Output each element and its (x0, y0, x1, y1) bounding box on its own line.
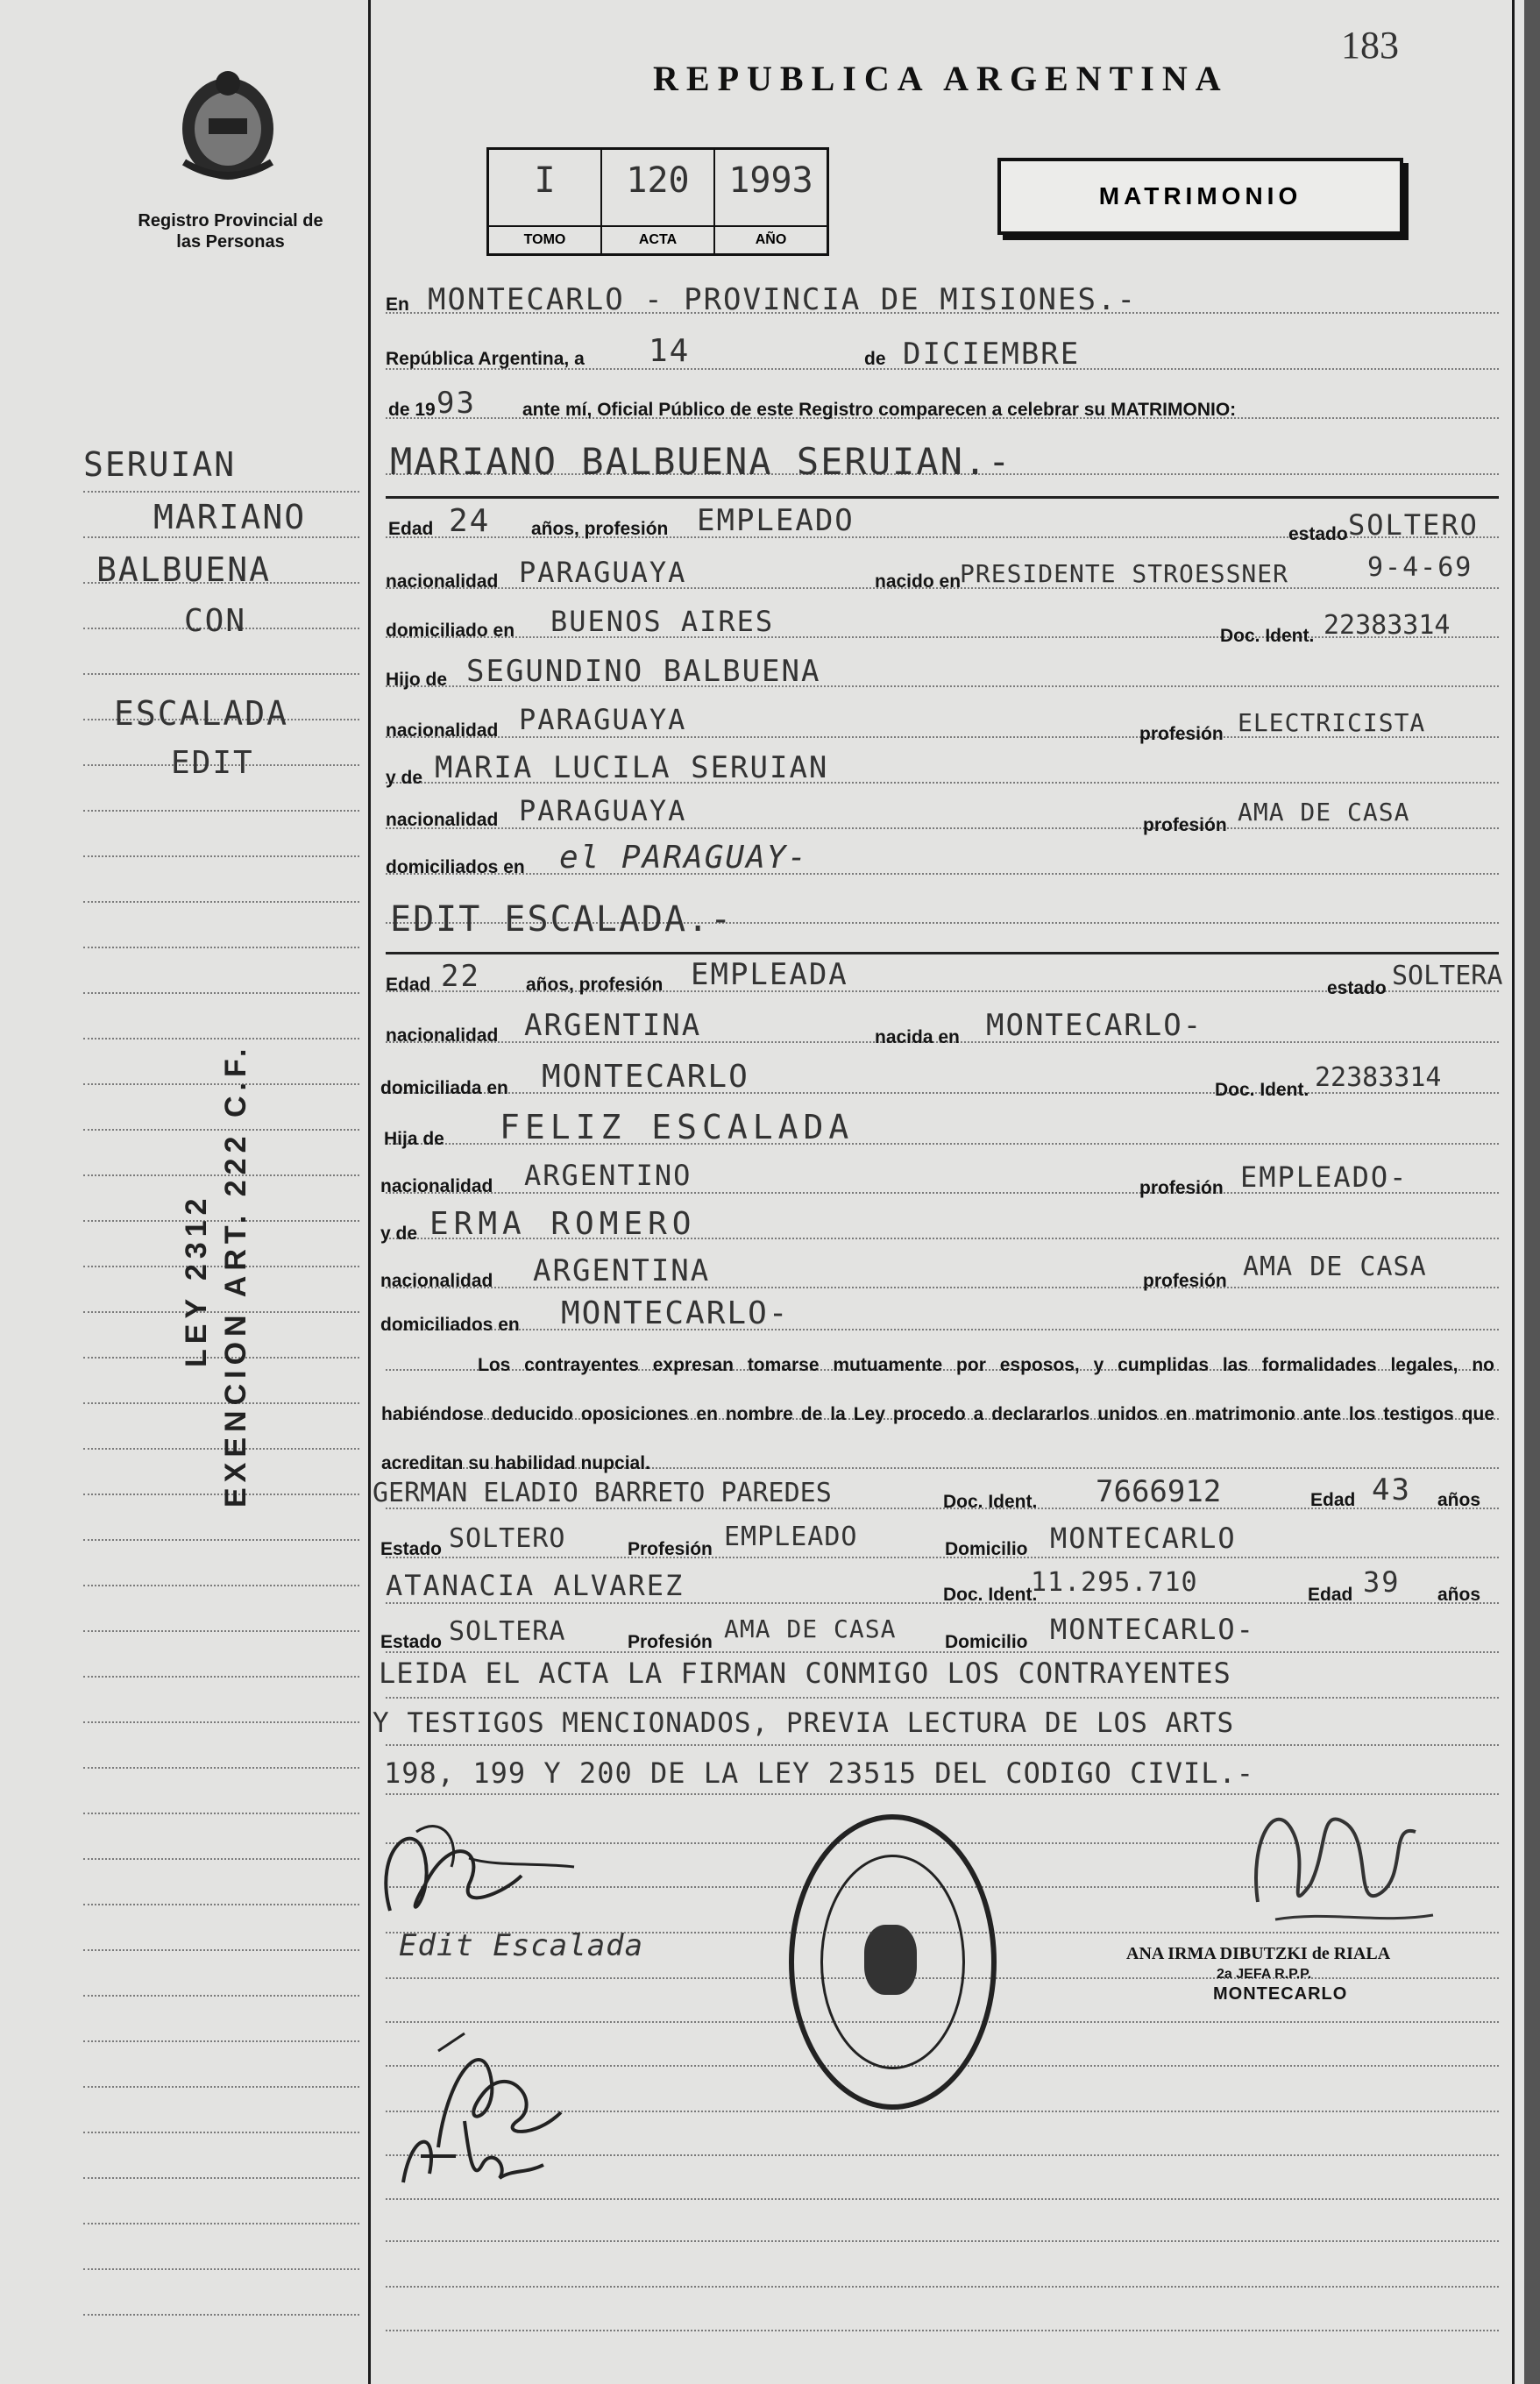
profesion-label: profesión (1139, 1178, 1224, 1198)
month-value: DICIEMBRE (903, 337, 1081, 372)
ruled-line (386, 2286, 1499, 2288)
declaration-text: Los contrayentes expresan tomarse mutuamente por esposos, y cumplidas las formalidades legales, no habiéndose deducido oposiciones en nombre de la Ley procedo a declararlos unidos en matrimonio ante los testigos que acreditan su habilidad nupcial. (381, 1355, 1494, 1473)
witness-domicile: MONTECARLO- (1050, 1613, 1255, 1646)
left-margin-line (368, 0, 371, 2384)
profesion-label: profesión (1143, 1271, 1227, 1291)
closing-line: 198, 199 Y 200 DE LA LEY 23515 DEL CODIGO CIVIL.- (384, 1756, 1255, 1790)
bride-age: 22 (441, 959, 480, 994)
margin-note: SERUIAN (83, 445, 237, 484)
margin-ruled-line (83, 1585, 359, 1586)
groom-profession: EMPLEADO (697, 503, 855, 538)
official-name: ANA IRMA DIBUTZKI de RIALA (1126, 1944, 1391, 1963)
witness-profession: AMA DE CASA (724, 1614, 897, 1643)
act-type-box: MATRIMONIO (997, 158, 1403, 235)
witness-age: 39 (1363, 1565, 1401, 1599)
day-value: 14 (649, 333, 691, 369)
anos-label: años (1437, 1585, 1481, 1605)
seal-emblem-icon (864, 1925, 917, 1995)
ruled-line (386, 2330, 1499, 2331)
page-number: 183 (1341, 24, 1399, 67)
witness-profession: EMPLEADO (724, 1522, 858, 1552)
place-value: MONTECARLO - PROVINCIA DE MISIONES.- (428, 282, 1137, 317)
exemption-stamp: EXENCION ART. 222 C.F. (219, 1043, 252, 1508)
nacionalidad-label: nacionalidad (386, 571, 499, 592)
estado-label: Estado (380, 1539, 443, 1559)
closing-line: Y TESTIGOS MENCIONADOS, PREVIA LECTURA DE LOS ARTS (373, 1707, 1235, 1739)
margin-ruled-line (83, 992, 359, 994)
groom-mother-profession: AMA DE CASA (1238, 798, 1410, 827)
edad-label: Edad (386, 975, 431, 995)
de-label: de (864, 349, 886, 369)
margin-note: BALBUENA (96, 550, 272, 589)
witness-doc: 7666912 (1096, 1474, 1222, 1509)
margin-note: ESCALADA (114, 694, 289, 733)
bride-father-profession: EMPLEADO- (1240, 1160, 1409, 1194)
witness-age: 43 (1372, 1472, 1411, 1508)
margin-ruled-line (83, 1904, 359, 1905)
tomo-label: TOMO (489, 225, 600, 253)
doc-label: Doc. Ident. (943, 1585, 1038, 1605)
anos-profesion-label: años, profesión (526, 975, 664, 995)
doc-label: Doc. Ident. (1215, 1080, 1309, 1100)
ruled-line (386, 1744, 1499, 1746)
domicilio-label: Domicilio (945, 1539, 1028, 1559)
domiciliados-label: domiciliados en (386, 857, 525, 877)
signature-official (1223, 1779, 1451, 1946)
profesion-label: profesión (1143, 815, 1227, 835)
witness-doc: 11.295.710 (1031, 1567, 1198, 1598)
signature-bride: Edit Escalada (399, 1928, 644, 1963)
registry-seal (789, 1814, 997, 2110)
ruled-line (386, 827, 1499, 829)
groom-mother-nationality: PARAGUAYA (519, 794, 687, 827)
bride-mother-nationality: ARGENTINA (533, 1253, 711, 1288)
law-stamp: LEY 2312 (180, 1193, 213, 1367)
groom-birthplace: PRESIDENTE STROESSNER (960, 559, 1289, 588)
groom-birthdate: 9-4-69 (1367, 552, 1473, 583)
doc-label: Doc. Ident. (1220, 626, 1315, 646)
bride-profession: EMPLEADA (691, 957, 848, 992)
tomo-cell (489, 150, 602, 253)
edad-label: Edad (1308, 1585, 1353, 1605)
ano-label: AÑO (715, 225, 827, 253)
margin-ruled-line (83, 2177, 359, 2179)
bride-mother-profession: AMA DE CASA (1243, 1252, 1427, 1282)
profesion-label: profesión (1139, 724, 1224, 744)
groom-parents-domicile: el PARAGUAY- (559, 840, 809, 876)
bride-status: SOLTERA (1392, 961, 1503, 991)
margin-note: EDIT (171, 745, 254, 781)
margin-ruled-line (83, 2132, 359, 2133)
domicilio-label: Domicilio (945, 1632, 1028, 1652)
groom-father-profession: ELECTRICISTA (1238, 708, 1426, 737)
margin-ruled-line (83, 1813, 359, 1814)
edad-label: Edad (1310, 1490, 1356, 1510)
nacionalidad-label: nacionalidad (386, 1025, 499, 1046)
margin-ruled-line (83, 2314, 359, 2316)
margin-note: CON (184, 603, 247, 639)
hija-label: Hija de (384, 1129, 444, 1149)
margin-note: MARIANO (153, 498, 307, 536)
witness-name: ATANACIA ALVAREZ (386, 1569, 685, 1602)
groom-domicile: BUENOS AIRES (550, 605, 775, 638)
margin-ruled-line (83, 2086, 359, 2088)
ruled-line (386, 1557, 1499, 1558)
registry-name: Registro Provincial de las Personas (138, 211, 323, 252)
official-office: MONTECARLO (1213, 1984, 1348, 2004)
margin-ruled-line (83, 673, 359, 675)
nacionalidad-label: nacionalidad (386, 810, 499, 830)
country-title: REPUBLICA ARGENTINA (653, 59, 1229, 98)
margin-ruled-line (83, 536, 359, 538)
ano-cell (715, 150, 827, 253)
margin-ruled-line (83, 1995, 359, 1997)
margin-ruled-line (83, 1721, 359, 1723)
estado-label: estado (1288, 524, 1348, 544)
ante-label: ante mí, Oficial Público de este Registro comparecen a celebrar su MATRIMONIO: (522, 400, 1237, 420)
bride-mother: ERMA ROMERO (429, 1206, 697, 1242)
groom-doc: 22383314 (1324, 610, 1451, 641)
bride-nationality: ARGENTINA (524, 1008, 702, 1043)
nacionalidad-label: nacionalidad (380, 1271, 493, 1291)
ruled-line (386, 873, 1499, 875)
anos-label: años (1437, 1490, 1481, 1510)
doc-label: Doc. Ident. (943, 1492, 1038, 1512)
bride-domicile: MONTECARLO (542, 1059, 749, 1095)
bride-parents-domicile: MONTECARLO- (561, 1295, 790, 1331)
bride-father: FELIZ ESCALADA (500, 1108, 855, 1146)
bride-doc: 22383314 (1315, 1062, 1442, 1093)
witness-status: SOLTERA (449, 1616, 566, 1647)
bride-father-nationality: ARGENTINO (524, 1159, 692, 1192)
right-margin-line (1512, 0, 1515, 2384)
anos-profesion-label: años, profesión (531, 519, 669, 539)
acta-cell (602, 150, 715, 253)
margin-ruled-line (83, 2040, 359, 2042)
groom-father: SEGUNDINO BALBUENA (466, 654, 821, 689)
margin-ruled-line (83, 947, 359, 948)
signature-witness-2 (386, 2104, 561, 2200)
margin-ruled-line (83, 1767, 359, 1769)
nacionalidad-label: nacionalidad (386, 720, 499, 741)
margin-ruled-line (83, 491, 359, 493)
register-box (486, 147, 829, 256)
year-value: 93 (436, 386, 476, 421)
witness-domicile: MONTECARLO (1050, 1522, 1237, 1555)
edad-label: Edad (388, 519, 434, 539)
acta-value: 120 (626, 160, 690, 201)
y-de-label: y de (380, 1224, 418, 1244)
en-label: En (386, 294, 409, 315)
acta-label: ACTA (602, 225, 713, 253)
bride-name: EDIT ESCALADA.- (390, 899, 734, 940)
ruled-line (386, 1697, 1499, 1699)
ruled-line (386, 1651, 1499, 1653)
coat-of-arms-icon (167, 66, 289, 188)
groom-nationality: PARAGUAYA (519, 556, 687, 589)
ruled-line (386, 2240, 1499, 2242)
section-divider (386, 496, 1499, 499)
tomo-value: I (534, 160, 556, 201)
witness-name: GERMAN ELADIO BARRETO PAREDES (373, 1478, 832, 1508)
margin-ruled-line (83, 2268, 359, 2270)
witness-status: SOLTERO (449, 1523, 566, 1554)
groom-status: SOLTERO (1348, 508, 1479, 542)
official-role: 2a JEFA R.P.P. (1217, 1967, 1312, 1982)
section-divider (386, 952, 1499, 954)
groom-name: MARIANO BALBUENA SERUIAN.- (390, 440, 1012, 483)
domiciliada-label: domiciliada en (380, 1078, 508, 1098)
nacionalidad-label: nacionalidad (380, 1176, 493, 1196)
margin-ruled-line (83, 1676, 359, 1678)
ruled-line (386, 1329, 1499, 1330)
margin-ruled-line (83, 1038, 359, 1039)
margin-ruled-line (83, 901, 359, 903)
margin-ruled-line (83, 1949, 359, 1951)
domiciliado-label: domiciliado en (386, 621, 515, 641)
margin-ruled-line (83, 1539, 359, 1541)
ano-value: 1993 (728, 160, 813, 201)
closing-line: LEIDA EL ACTA LA FIRMAN CONMIGO LOS CONTRAYENTES (379, 1657, 1231, 1690)
margin-ruled-line (83, 2223, 359, 2224)
republica-label: República Argentina, a (386, 349, 585, 369)
profesion-label: Profesión (628, 1632, 713, 1652)
margin-ruled-line (83, 810, 359, 812)
groom-age: 24 (449, 503, 491, 539)
nacido-label: nacido en (875, 571, 962, 592)
margin-ruled-line (83, 1858, 359, 1860)
margin-ruled-line (83, 855, 359, 857)
estado-label: estado (1327, 978, 1387, 998)
nacida-label: nacida en (875, 1027, 960, 1047)
domiciliados-label: domiciliados en (380, 1315, 520, 1335)
estado-label: Estado (380, 1632, 443, 1652)
groom-mother: MARIA LUCILA SERUIAN (435, 750, 829, 785)
bride-birthplace: MONTECARLO- (986, 1008, 1203, 1043)
hijo-label: Hijo de (386, 670, 448, 690)
y-de-label: y de (386, 768, 423, 788)
margin-ruled-line (83, 1630, 359, 1632)
groom-father-nationality: PARAGUAYA (519, 703, 687, 736)
de19-label: de 19 (388, 400, 436, 420)
profesion-label: Profesión (628, 1539, 713, 1559)
